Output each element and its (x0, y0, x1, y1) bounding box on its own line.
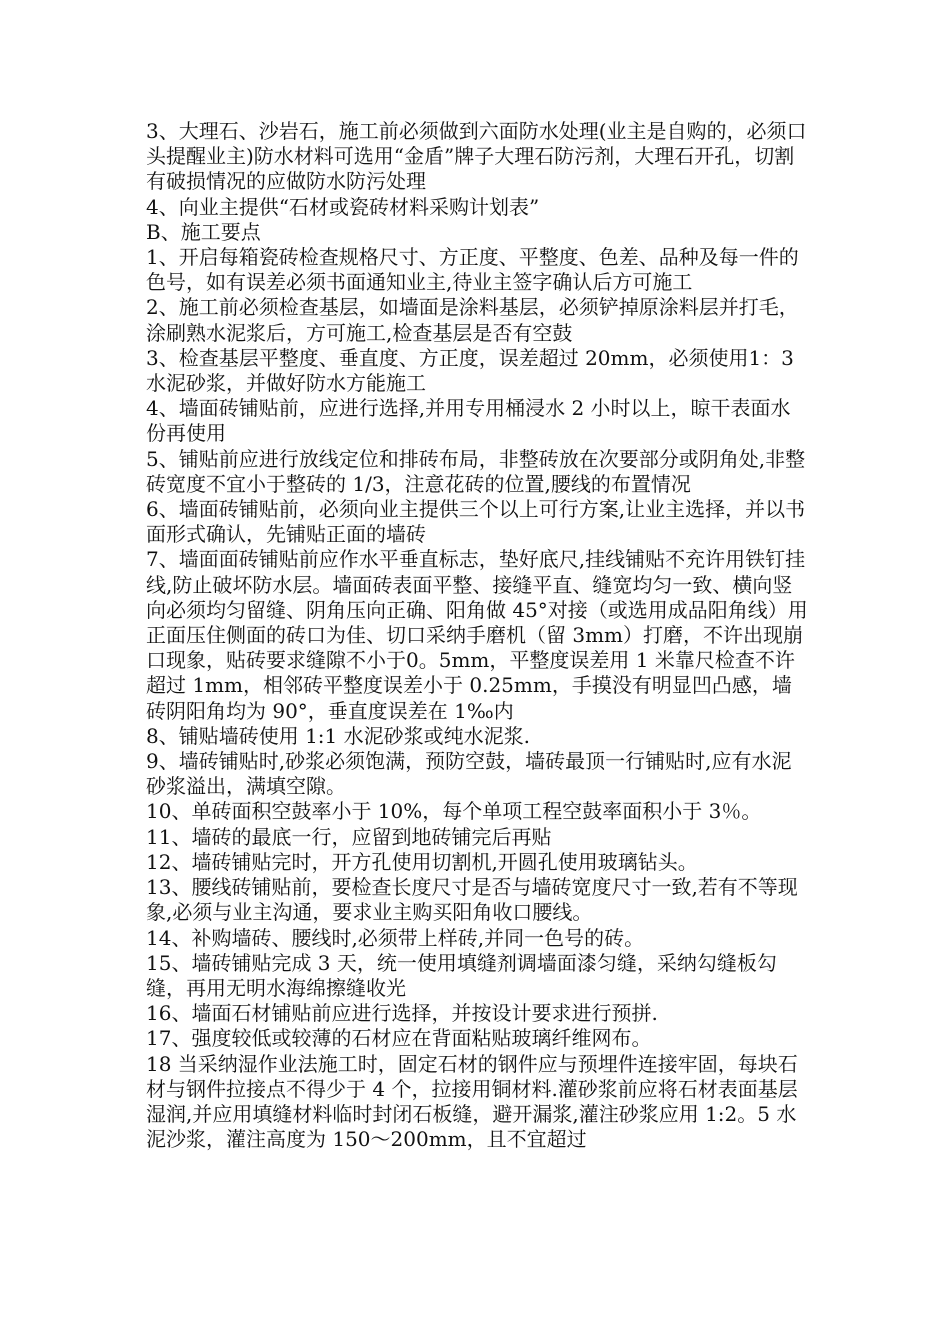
paragraph-item-12: 12、墙砖铺贴完时，开方孔使用切割机,开圆孔使用玻璃钻头。 (146, 849, 698, 874)
paragraph-item-17: 17、强度较低或较薄的石材应在背面粘贴玻璃纤维网布。 (146, 1026, 652, 1051)
paragraph-item-15: 15、墙砖铺贴完成 3 天，统一使用填缝剂调墙面漆匀缝，采纳勾缝板勾缝，再用无明水海绵擦缝收光 (146, 950, 777, 1000)
paragraph-item-18: 18 当采纳湿作业法施工时，固定石材的钢件应与预埋件连接牢固，每块石材与钢件拉接点不得少于 4 个，拉接用铜材料.灌砂浆前应将石材表面基层湿润,并应用填缝材料临时封闭石板缝，避开漏浆,灌注砂浆应用 1:2。5 水泥沙浆，灌注高度为 150～200mm，且不宜超过 (146, 1051, 798, 1152)
paragraph-item-9: 9、墙砖铺贴时,砂浆必须饱满，预防空鼓，墙砖最顶一行铺贴时,应有水泥砂浆溢出，满填空隙。 (146, 749, 792, 799)
paragraph-item-16: 16、墙面石材铺贴前应进行选择，并按设计要求进行预拼. (146, 1001, 658, 1026)
document-body (146, 119, 810, 1152)
paragraph-item-11: 11、墙砖的最底一行，应留到地砖铺完后再贴 (146, 824, 552, 849)
paragraph-procurement-plan: 4、向业主提供“石材或瓷砖材料采购计划表” (146, 194, 540, 219)
paragraph-item-8: 8、铺贴墙砖使用 1:1 水泥砂浆或纯水泥浆. (146, 723, 530, 748)
paragraph-stone-waterproofing: 3、大理石、沙岩石，施工前必须做到六面防水处理(业主是自购的，必须口头提醒业主)防水材料可选用“金盾”牌子大理石防污剂，大理石开孔，切割有破损情况的应做防水防污处理 (146, 119, 807, 194)
paragraph-item-10: 10、单砖面积空鼓率小于 10%，每个单项工程空鼓率面积小于 3％。 (146, 799, 762, 824)
paragraph-item-14: 14、补购墙砖、腰线时,必须带上样砖,并同一色号的砖。 (146, 925, 645, 950)
paragraph-item-3: 3、检查基层平整度、垂直度、方正度，误差超过 20mm，必须使用1：3 水泥砂浆，并做好防水方能施工 (146, 345, 794, 396)
paragraph-item-2: 2、施工前必须检查基层，如墙面是涂料基层，必须铲掉原涂料层并打毛，涂刷熟水泥浆后，方可施工,检查基层是否有空鼓 (146, 295, 799, 345)
paragraph-item-6: 6、墙面砖铺贴前，必须向业主提供三个以上可行方案,让业主选择，并以书面形式确认，先铺贴正面的墙砖 (146, 497, 806, 547)
paragraph-item-4: 4、墙面砖铺贴前，应进行选择,并用专用桶浸水 2 小时以上，晾干表面水份再使用 (146, 396, 791, 446)
paragraph-item-13: 13、腰线砖铺贴前，要检查长度尺寸是否与墙砖宽度尺寸一致,若有不等现象,必须与业主沟通，要求业主购买阳角收口腰线。 (146, 875, 798, 925)
paragraph-item-7: 7、墙面面砖铺贴前应作水平垂直标志，垫好底尺,挂线铺贴不充许用铁钉挂线,防止破坏防水层。墙面砖表面平整、接缝平直、缝宽均匀一致、横向竖向必须均匀留缝、阴角压向正确、阳角做 45°对接（或选用成品阳角线）用正面压住侧面的砖口为佳、切口采纳手磨机（留 3mm）打磨，不许出现崩口现象，贴砖要求缝隙不小于0。5mm，平整度误差用 1 米靠尺检查不许超过 1mm，相邻砖平整度误差小于 0.25mm，手摸没有明显凹凸感，墙砖阴阳角均为 90°，垂直度误差在 1‰内 (146, 547, 808, 723)
paragraph-item-1: 1、开启每箱瓷砖检查规格尺寸、方正度、平整度、色差、品种及每一件的色号，如有误差必须书面通知业主,待业主签字确认后方可施工 (146, 245, 799, 295)
paragraph-item-5: 5、铺贴前应进行放线定位和排砖布局，非整砖放在次要部分或阴角处,非整砖宽度不宜小于整砖的 1/3，注意花砖的位置,腰线的布置情况 (146, 446, 806, 496)
section-heading-construction-points: B、施工要点 (146, 219, 261, 244)
